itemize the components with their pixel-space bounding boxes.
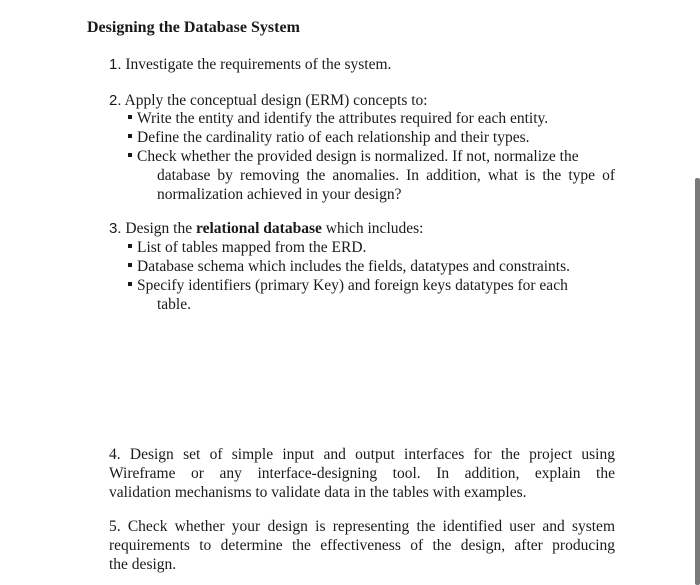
- section-title: Designing the Database System: [87, 19, 300, 36]
- bullet-icon: [128, 115, 132, 119]
- item-2-bullet-3: Check whether the provided design is normalized. If not, normalize the: [128, 147, 579, 166]
- bullet-icon: [128, 134, 132, 138]
- item-2-text: Apply the conceptual design (ERM) concepts to:: [124, 92, 428, 109]
- item-3-bold-term: relational database: [196, 220, 322, 237]
- item-3-bullet-2: Database schema which includes the fields, datatypes and constraints.: [128, 257, 570, 276]
- item-1-text: Investigate the requirements of the system.: [125, 56, 392, 73]
- bullet-icon: [128, 282, 132, 286]
- item-2-number: 2.: [109, 92, 122, 109]
- item-3-number: 3.: [109, 220, 122, 237]
- item-3-bullet-1: List of tables mapped from the ERD.: [128, 238, 366, 257]
- item-3-bullet-3: Specify identifiers (primary Key) and foreign keys datatypes for each: [128, 276, 568, 295]
- vertical-scrollbar[interactable]: [695, 178, 700, 585]
- item-3: 3. Design the relational database which includes:: [109, 220, 424, 237]
- item-5: 5. Check whether your design is representing the identified user and system requirements to determine the effectiveness of the design, after producing the design.: [109, 518, 615, 573]
- bullet-icon: [128, 263, 132, 267]
- bullet-icon: [128, 153, 132, 157]
- item-4: 4. Design set of simple input and output interfaces for the project using Wireframe or any interface-designing tool. In addition, explain the validation mechanisms to validate data in the tables with examples.: [109, 446, 615, 501]
- item-3-bullet-3-continuation: table.: [157, 296, 191, 313]
- item-2-bullet-2: Define the cardinality ratio of each relationship and their types.: [128, 128, 530, 147]
- bullet-icon: [128, 244, 132, 248]
- item-2-bullet-1: Write the entity and identify the attributes required for each entity.: [128, 109, 548, 128]
- item-2-bullet-3-continuation: database by removing the anomalies. In addition, what is the type of normalization achieved in your design?: [157, 167, 615, 203]
- item-2: [109, 91, 428, 110]
- item-1-number: 1.: [109, 56, 122, 73]
- item-1: [109, 55, 391, 74]
